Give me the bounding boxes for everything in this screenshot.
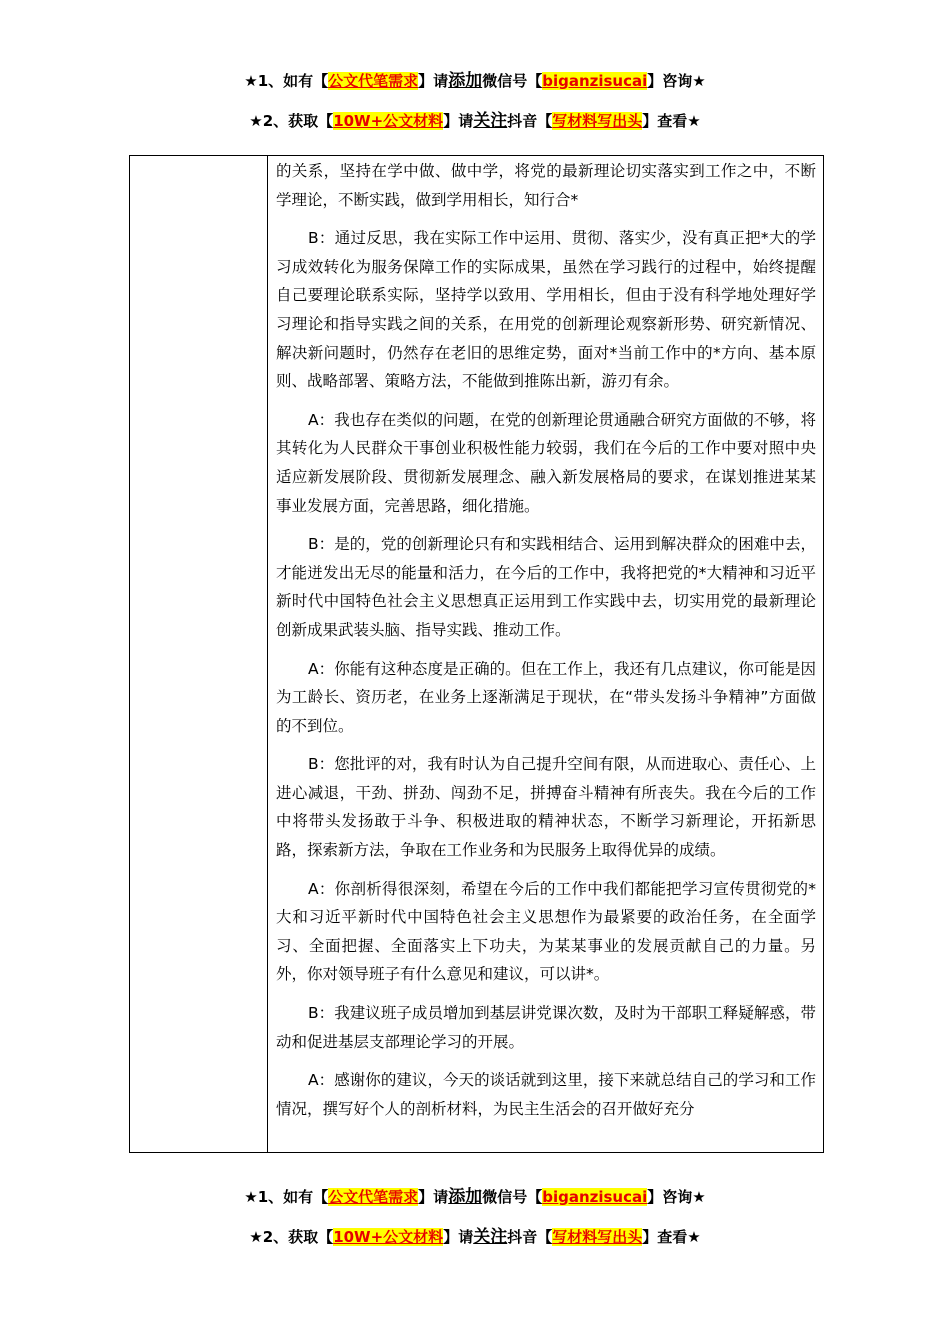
promo-prefix: ★2、获取【 (249, 112, 334, 130)
header-promo-line-2 (0, 110, 950, 132)
table-right-cell (268, 156, 823, 1152)
promo-highlight-materials: 10W+公文材料 (333, 112, 444, 130)
promo-text: 微信号【 (482, 72, 543, 90)
promo-prefix: ★1、如有【 (244, 1188, 329, 1206)
promo-suffix: 】查看★ (642, 1228, 701, 1246)
promo-text: 】请 (418, 72, 449, 90)
footer-promo-line-1 (0, 1186, 950, 1208)
promo-emphasis: 添加 (448, 71, 483, 91)
document-table (129, 155, 824, 1153)
promo-text: 】请 (443, 112, 474, 130)
promo-highlight-service: 公文代笔需求 (328, 1188, 419, 1206)
promo-text: 】请 (418, 1188, 449, 1206)
promo-douyin-account: 写材料写出头 (552, 112, 643, 130)
paragraph-a-suggestion: A：你能有这种态度是正确的。但在工作上，我还有几点建议，你可能是因为工龄长、资历老，在业务上逐渐满足于现状，在“带头发扬斗争精神”方面做的不到位。 (276, 659, 816, 735)
promo-wechat-id: biganzisucai (542, 1188, 648, 1206)
promo-highlight-materials: 10W+公文材料 (333, 1228, 444, 1246)
promo-emphasis: 关注 (473, 1227, 508, 1247)
promo-suffix: 】咨询★ (647, 72, 706, 90)
promo-emphasis: 关注 (473, 111, 508, 131)
promo-prefix: ★1、如有【 (244, 72, 329, 90)
promo-text: 微信号【 (482, 1188, 543, 1206)
paragraph-a-closing: A：感谢你的建议，今天的谈话就到这里，接下来就总结自己的学习和工作情况，撰写好个人的剖析材料，为民主生活会的召开做好充分 (276, 1071, 816, 1118)
promo-emphasis: 添加 (448, 1187, 483, 1207)
paragraph-a-similar-problem: A：我也存在类似的问题，在党的创新理论贯通融合研究方面做的不够，将其转化为人民群众干事创业积极性能力较弱，我们在今后的工作中要对照中央适应新发展阶段、贯彻新发展理念、融入新发展格局的要求，在谋划推进某某事业发展方面，完善思路，细化措施。 (276, 410, 816, 515)
paragraph-b-reflection: B：通过反思，我在实际工作中运用、贯彻、落实少，没有真正把*大的学习成效转化为服务保障工作的实际成果，虽然在学习践行的过程中，始终提醒自己要理论联系实际，坚持学以致用、学用相长，但由于没有科学地处理好学习理论和指导实践之间的关系，在用党的创新理论观察新形势、研究新情况、解决新问题时，仍然存在老旧的思维定势，面对*当前工作中的*方向、基本原则、战略部署、策略方法，不能做到推陈出新，游刃有余。 (276, 229, 816, 391)
promo-text: 抖音【 (507, 1228, 553, 1246)
header-promo-line-1 (0, 70, 950, 92)
promo-highlight-service: 公文代笔需求 (328, 72, 419, 90)
paragraph-continuation: 的关系，坚持在学中做、做中学，将党的最新理论切实落实到工作之中，不断学理论，不断实践，做到学用相长，知行合* (276, 162, 816, 209)
promo-douyin-account: 写材料写出头 (552, 1228, 643, 1246)
paragraph-b-agree: B：是的，党的创新理论只有和实践相结合、运用到解决群众的困难中去，才能迸发出无尽的能量和活力，在今后的工作中，我将把党的*大精神和习近平新时代中国特色社会主义思想真正运用到工作实践中去，切实用党的最新理论创新成果武装头脑、指导实践、推动工作。 (276, 535, 816, 639)
promo-suffix: 】查看★ (642, 112, 701, 130)
promo-prefix: ★2、获取【 (249, 1228, 334, 1246)
paragraph-b-recommendation: B：我建议班子成员增加到基层讲党课次数，及时为干部职工释疑解惑，带动和促进基层支部理论学习的开展。 (276, 1004, 816, 1051)
promo-text: 抖音【 (507, 112, 553, 130)
paragraph-b-accept-criticism: B：您批评的对，我有时认为自己提升空间有限，从而进取心、责任心、上进心减退，干劲、拼劲、闯劲不足，拼搏奋斗精神有所丧失。我在今后的工作中将带头发扬敢于斗争、积极进取的精神状态，不断学习新理论，开拓新思路，探索新方法，争取在工作业务和为民服务上取得优异的成绩。 (276, 755, 816, 860)
table-left-cell (130, 156, 268, 1152)
promo-suffix: 】咨询★ (647, 1188, 706, 1206)
paragraph-a-deep-analysis: A：你剖析得很深刻，希望在今后的工作中我们都能把学习宣传贯彻党的*大和习近平新时代中国特色社会主义思想作为最紧要的政治任务，在全面学习、全面把握、全面落实上下功夫，为某某事业的发展贡献自己的力量。另外，你对领导班子有什么意见和建议，可以讲*。 (276, 879, 816, 984)
promo-wechat-id: biganzisucai (542, 72, 648, 90)
promo-text: 】请 (443, 1228, 474, 1246)
footer-promo-line-2 (0, 1226, 950, 1248)
